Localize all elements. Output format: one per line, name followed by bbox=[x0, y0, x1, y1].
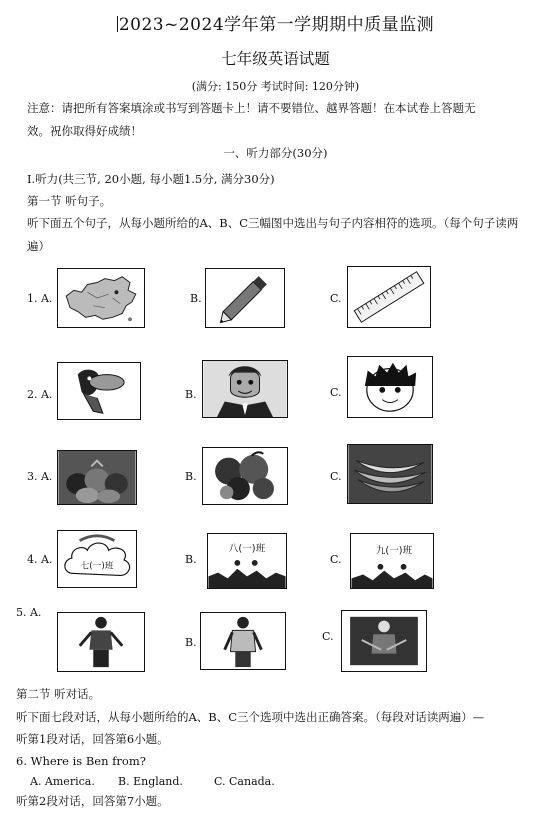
sub-section-2-title: 第二节 听对话。 bbox=[16, 687, 101, 701]
pencil-icon bbox=[206, 269, 284, 327]
class-banner-icon bbox=[351, 534, 433, 588]
q1-label-a: 1. A. bbox=[27, 292, 53, 305]
boy-face-icon bbox=[348, 357, 432, 417]
part-title: I.听力(共三节, 20小题, 每小题1.5分, 满分30分) bbox=[27, 172, 275, 186]
q6-option-c[interactable]: C. Canada. bbox=[214, 775, 275, 788]
q2-option-c-image[interactable] bbox=[347, 356, 433, 418]
q5-option-b-image[interactable] bbox=[200, 612, 286, 670]
q1-option-a-image[interactable] bbox=[57, 268, 145, 328]
q2-label-c: C. bbox=[330, 386, 342, 399]
q3-option-a-image[interactable] bbox=[57, 450, 137, 505]
q5-option-a-image[interactable] bbox=[57, 612, 145, 672]
q2-label-b: B. bbox=[185, 388, 197, 401]
strawberries-icon bbox=[58, 451, 136, 504]
q5-option-c-image[interactable] bbox=[341, 610, 427, 672]
oranges-icon bbox=[203, 448, 287, 504]
q6-option-b[interactable]: B. England. bbox=[118, 775, 183, 788]
q5-label-a: 5. A. bbox=[16, 606, 42, 619]
q2-option-b-image[interactable] bbox=[202, 360, 288, 418]
person-photo-icon bbox=[58, 613, 144, 671]
q4-option-a-image[interactable] bbox=[57, 530, 137, 588]
q3-option-c-image[interactable] bbox=[347, 444, 433, 504]
score-info: (满分: 150分 考试时间: 120分钟) bbox=[191, 80, 360, 93]
q3-label-a: 3. A. bbox=[27, 470, 53, 483]
notice-line-1: 注意：请把所有答案填涂或书写到答题卡上！请不要错位、越界答题！在本试卷上答题无 bbox=[27, 101, 476, 115]
q5-label-b: B. bbox=[185, 636, 197, 649]
q4-c-banner-text: 九(一)班 bbox=[375, 545, 413, 557]
q4-option-c-image[interactable] bbox=[350, 533, 434, 589]
q1-label-b: B. bbox=[190, 292, 202, 305]
dialog-1-instruction: 听第1段对话，回答第6小题。 bbox=[16, 732, 169, 746]
section-heading: 一、听力部分(30分) bbox=[223, 146, 328, 160]
exam-title: 2023~2024学年第一学期期中质量监测 bbox=[118, 15, 435, 35]
q4-label-b: B. bbox=[185, 553, 197, 566]
q4-label-a: 4. A. bbox=[27, 553, 53, 566]
ruler-icon bbox=[348, 267, 430, 327]
q1-label-c: C. bbox=[330, 292, 342, 305]
instruction-line-1: 听下面五个句子，从每小题所给的A、B、C三幅图中选出与句子内容相符的选项。（每个句子读两 bbox=[27, 216, 519, 230]
q1-option-c-image[interactable] bbox=[347, 266, 431, 328]
text-cursor bbox=[117, 16, 118, 32]
cloud-sign-icon bbox=[58, 531, 136, 587]
exam-subtitle: 七年级英语试题 bbox=[221, 50, 330, 68]
q3-label-b: B. bbox=[185, 470, 197, 483]
cartoon-face-icon bbox=[58, 363, 140, 419]
sub-section-2-instruction: 听下面七段对话，从每小题所给的A、B、C三个选项中选出正确答案。（每段对话读两遍）— bbox=[16, 710, 485, 724]
class-banner-icon bbox=[208, 534, 286, 588]
q2-option-a-image[interactable] bbox=[57, 362, 141, 420]
q4-option-b-image[interactable] bbox=[207, 533, 287, 589]
instruction-line-2: 遍） bbox=[27, 239, 50, 253]
q4-a-sign-text: 七(一)班 bbox=[80, 561, 114, 572]
q3-label-c: C. bbox=[330, 470, 342, 483]
boy-portrait-icon bbox=[203, 361, 287, 417]
notice-line-2: 效。祝你取得好成绩！ bbox=[27, 124, 142, 138]
q6-option-a[interactable]: A. America. bbox=[30, 775, 95, 788]
q4-label-c: C. bbox=[330, 553, 342, 566]
q5-label-c: C. bbox=[322, 630, 334, 643]
bananas-icon bbox=[348, 445, 432, 503]
question-6: 6. Where is Ben from? bbox=[16, 754, 146, 768]
person-photo-icon bbox=[201, 613, 285, 669]
q2-label-a: 2. A. bbox=[27, 388, 53, 401]
q4-b-banner-text: 八(一)班 bbox=[228, 543, 266, 555]
dialog-2-instruction: 听第2段对话，回答第7小题。 bbox=[16, 794, 169, 808]
q3-option-b-image[interactable] bbox=[202, 447, 288, 505]
person-photo-icon bbox=[342, 611, 426, 671]
q1-option-b-image[interactable] bbox=[205, 268, 285, 328]
sub-section-1-title: 第一节 听句子。 bbox=[27, 194, 112, 208]
china-map-icon bbox=[58, 269, 144, 327]
